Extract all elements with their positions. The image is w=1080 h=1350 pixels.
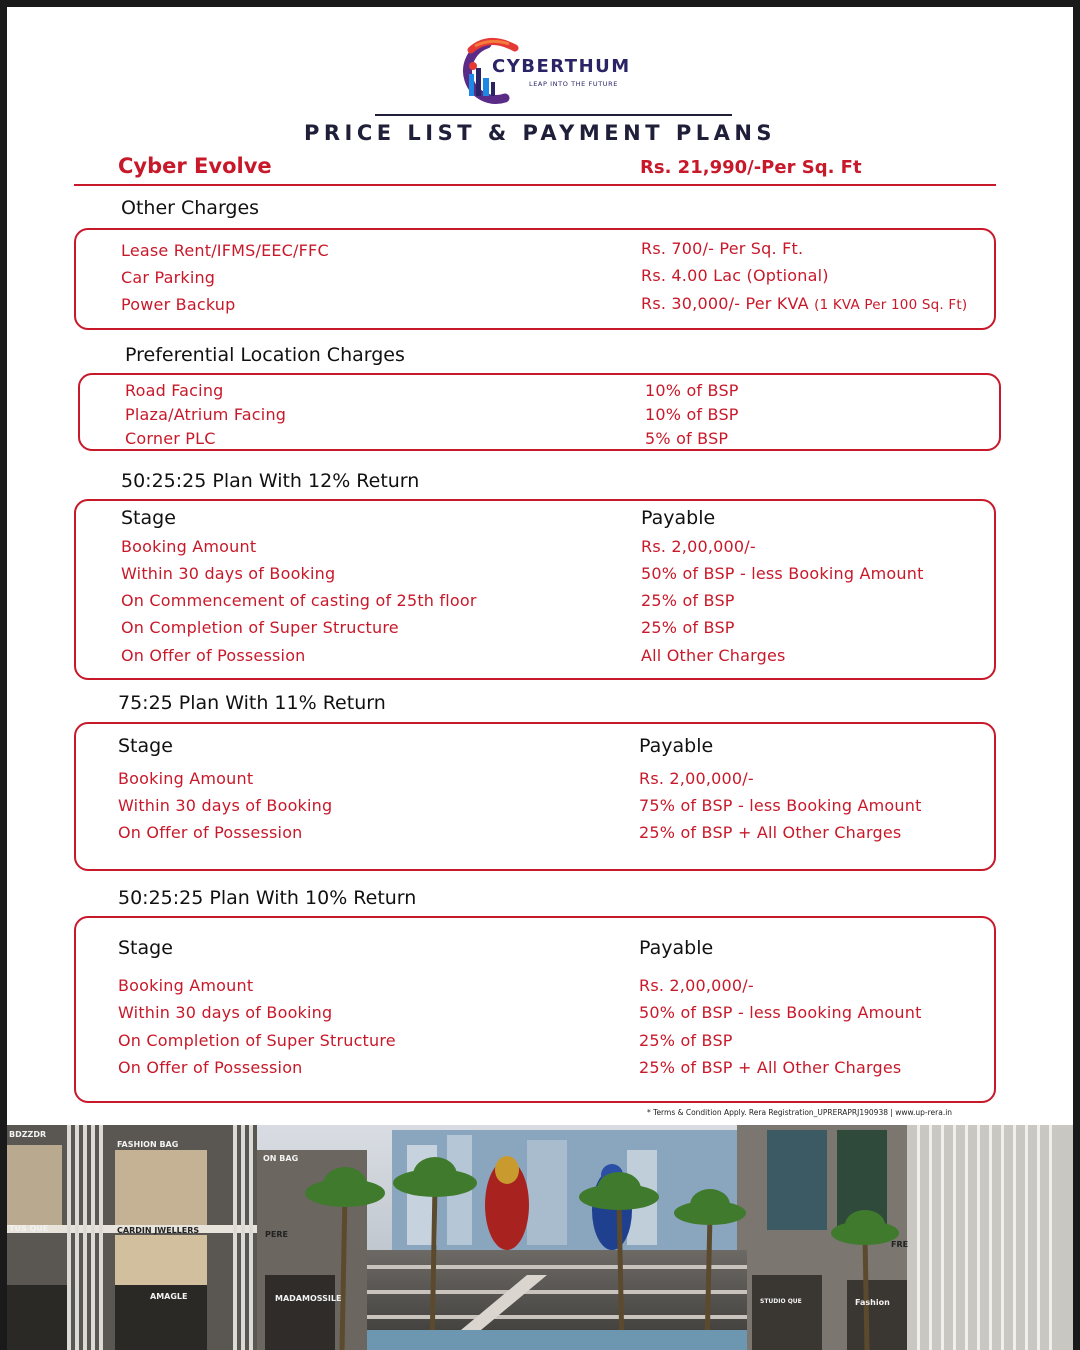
plan-stage: On Completion of Super Structure — [121, 618, 399, 637]
plan-heading: 50:25:25 Plan With 10% Return — [118, 887, 417, 909]
plc-label: Plaza/Atrium Facing — [125, 405, 287, 424]
plan-payable: 50% of BSP - less Booking Amount — [641, 564, 924, 583]
plc-heading: Preferential Location Charges — [125, 344, 405, 366]
page-title: PRICE LIST & PAYMENT PLANS — [303, 121, 777, 145]
plan-stage: Within 30 days of Booking — [118, 796, 333, 815]
shop-sign: CARDIN JWELLERS — [117, 1226, 200, 1235]
plan-payable: Rs. 2,00,000/- — [639, 769, 754, 788]
stage-column-header: Stage — [121, 507, 176, 529]
plan-stage: Booking Amount — [118, 769, 254, 788]
shop-sign: BDZZDR — [9, 1130, 47, 1139]
shop-sign: FRE — [891, 1240, 909, 1249]
other-charge-value: Rs. 700/- Per Sq. Ft. — [641, 239, 804, 258]
plan-stage: Booking Amount — [121, 537, 257, 556]
product-name: Cyber Evolve — [118, 154, 272, 178]
power-backup-note: (1 KVA Per 100 Sq. Ft) — [814, 297, 968, 313]
plc-value: 5% of BSP — [645, 429, 729, 448]
plan-stage: On Offer of Possession — [118, 823, 303, 842]
stage-column-header: Stage — [118, 937, 173, 959]
other-charge-label: Lease Rent/IFMS/EEC/FFC — [121, 241, 329, 260]
plan-stage: On Offer of Possession — [121, 646, 306, 665]
product-divider — [74, 184, 996, 186]
plan-payable: 25% of BSP + All Other Charges — [639, 1058, 902, 1077]
plan-stage: Within 30 days of Booking — [118, 1003, 333, 1022]
plc-label: Corner PLC — [125, 429, 216, 448]
other-charge-value: Rs. 4.00 Lac (Optional) — [641, 266, 829, 285]
shop-sign: ON BAG — [263, 1154, 299, 1163]
power-backup-rate: Rs. 30,000/- Per KVA — [641, 294, 809, 313]
title-divider — [375, 114, 732, 116]
brand-tagline: LEAP INTO THE FUTURE — [529, 80, 618, 88]
plan-stage: On Offer of Possession — [118, 1058, 303, 1077]
plan-payable: 75% of BSP - less Booking Amount — [639, 796, 922, 815]
plan-stage: Booking Amount — [118, 976, 254, 995]
other-charge-label: Power Backup — [121, 295, 236, 314]
stage-column-header: Stage — [118, 735, 173, 757]
plan-payable: 50% of BSP - less Booking Amount — [639, 1003, 922, 1022]
plc-value: 10% of BSP — [645, 405, 739, 424]
plan-stage: Within 30 days of Booking — [121, 564, 336, 583]
plc-value: 10% of BSP — [645, 381, 739, 400]
plan-stage: On Commencement of casting of 25th floor — [121, 591, 477, 610]
other-charge-value — [641, 294, 967, 313]
shop-sign: MADAMOSSILE — [275, 1294, 342, 1303]
shop-sign: AMAGLE — [150, 1292, 188, 1301]
plc-label: Road Facing — [125, 381, 224, 400]
other-charge-label: Car Parking — [121, 268, 216, 287]
payable-column-header: Payable — [639, 937, 714, 959]
shop-sign: PERE — [265, 1230, 288, 1239]
plan-payable: 25% of BSP — [641, 591, 735, 610]
plan-heading: 75:25 Plan With 11% Return — [118, 692, 386, 714]
other-charges-heading: Other Charges — [121, 197, 260, 219]
mall-rendering-image — [7, 1125, 1073, 1350]
plan-stage: On Completion of Super Structure — [118, 1031, 396, 1050]
plan-payable: 25% of BSP — [639, 1031, 733, 1050]
plan-payable: 25% of BSP + All Other Charges — [639, 823, 902, 842]
price-list-page — [7, 7, 1073, 1350]
plan-heading: 50:25:25 Plan With 12% Return — [121, 470, 420, 492]
shop-sign: TUS QUE — [9, 1224, 49, 1233]
plan-payable: 25% of BSP — [641, 618, 735, 637]
plan-payable: All Other Charges — [641, 646, 786, 665]
shop-sign: Fashion — [855, 1298, 890, 1307]
payable-column-header: Payable — [639, 735, 714, 757]
brand-name: CYBERTHUM — [492, 56, 631, 77]
shop-sign: FASHION BAG — [117, 1140, 179, 1149]
payable-column-header: Payable — [641, 507, 716, 529]
plan-payable: Rs. 2,00,000/- — [641, 537, 756, 556]
product-price: Rs. 21,990/-Per Sq. Ft — [640, 157, 862, 178]
shop-sign: STUDIO QUE — [760, 1298, 802, 1305]
plan-payable: Rs. 2,00,000/- — [639, 976, 754, 995]
terms-note: * Terms & Condition Apply. Rera Registration_UPRERAPRJ190938 | www.up-rera.in — [647, 1108, 953, 1117]
